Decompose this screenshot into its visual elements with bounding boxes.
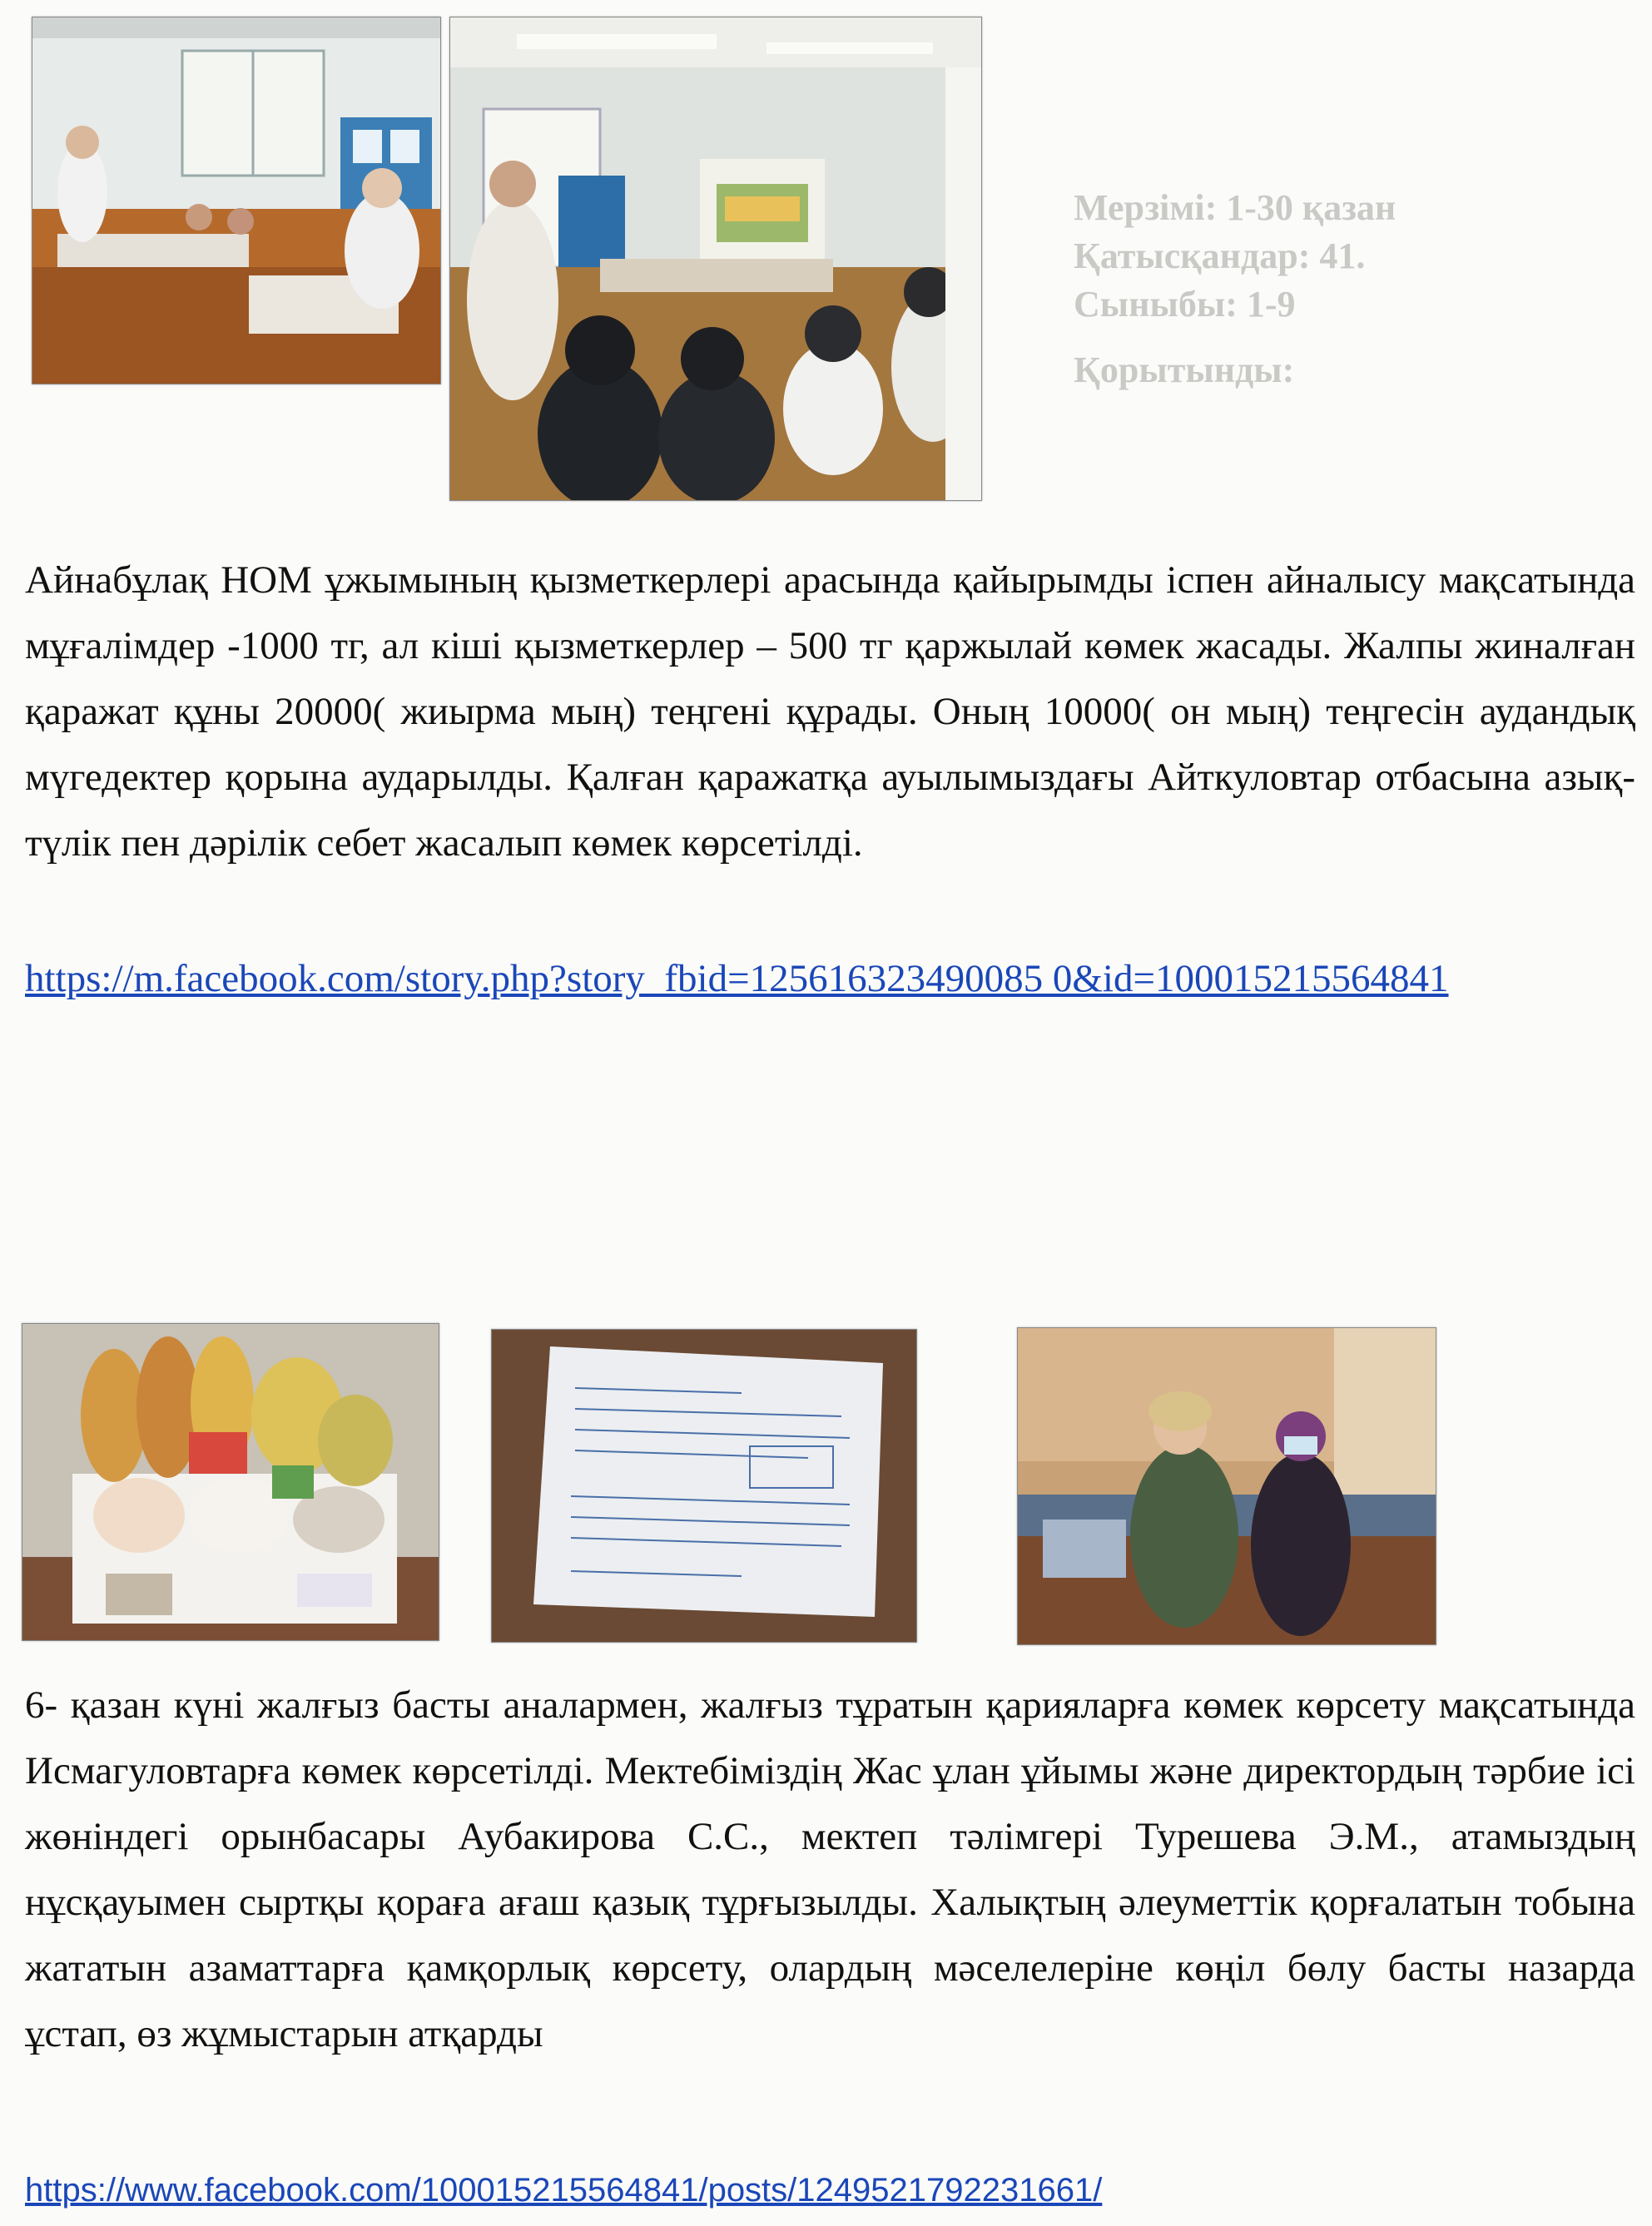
ghost-text-katysushylar: Қатысқандар: 41. [1074,235,1366,276]
section1-facebook-link[interactable]: https://m.facebook.com/story.php?story_fbid=125616323490085 0&id=100015215564841 [25,957,1449,1000]
ghost-text-korytyndy: Қорытынды: [1074,350,1295,390]
ghost-text-mertimi: Мерзімі: 1-30 қазан [1074,187,1397,228]
section1-paragraph: Айнабұлақ НОМ ұжымының қызметкерлері арасында қайырымды іспен айналысу мақсатында мұғалімдер -1000 тг, ал кіші қызметкерлер – 500 тг қаржылай көмек жасады. Жалпы жиналған қаражат құны 20000( жиырма мың) теңгені құрады. Оның 10000( он мың) теңгесін аудандық мүгедектер қорына аударылды. Қалған қаражатқа ауылымыздағы Айткуловтар отбасына азық- түлік пен дәрілік себет жасалып көмек көрсетілді. [25,558,1635,865]
classroom-projector-photo [449,17,982,501]
food-basket-photo [22,1323,439,1641]
section2-facebook-link[interactable]: https://www.facebook.com/100015215564841/posts/1249521792231661/ [25,2172,1103,2209]
ghost-text-synyby: Сыныбы: 1-9 [1074,284,1296,325]
section2-paragraph: 6- қазан күні жалғыз басты аналармен, жалғыз тұратын қарияларға көмек көрсету мақсатында Исмагуловтарға көмек көрсетілді. Мектебіміздің Жас ұлан ұйымы және директордың тәрбие ісі жөніндегі орынбасары Аубакирова С.С., мектеп тәлімгері Турешева Э.М., атамыздың нұсқауымен сыртқы қораға ағаш қазық тұрғызылды. Халықтың әлеуметтік қорғалатын тобына жататын азаматтарға қамқорлық көрсету, олардың мәселелеріне көңіл бөлу басты назарда ұстап, өз жұмыстарын атқарды [25,1683,1635,2055]
receipt-document-photo [491,1329,917,1643]
home-visit-photo [1017,1327,1436,1645]
classroom-photo [32,17,441,384]
